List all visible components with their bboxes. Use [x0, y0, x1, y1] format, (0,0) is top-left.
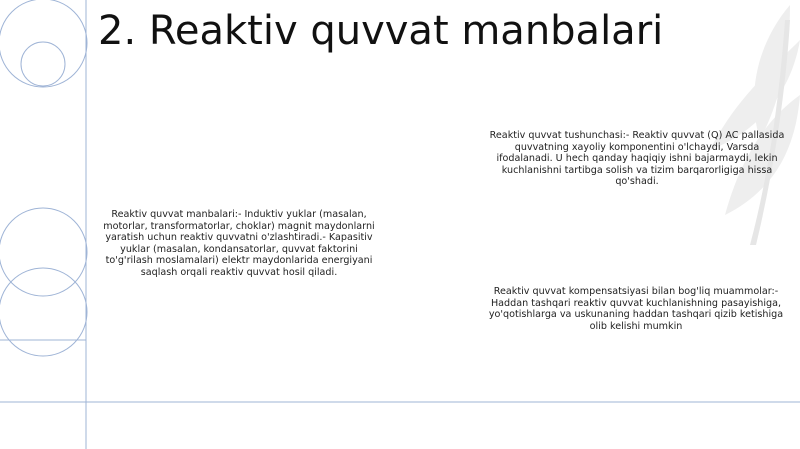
slide-title: 2. Reaktiv quvvat manbalari: [98, 8, 664, 54]
text-block-reactive-power-concept: Reaktiv quvvat tushunchasi:- Reaktiv quvvat (Q) AC pallasida quvvatning xayoliy komponentini o'lchaydi, Varsda ifodalanadi. U hech qanday haqiqiy ishni bajarmaydi, lekin kuchlanishni tartibga solish va tizim barqarorligiga hissa qo'shadi.: [489, 130, 785, 188]
leaf-watermark-icon: [640, 0, 800, 250]
text-block-compensation-problems: Reaktiv quvvat kompensatsiyasi bilan bog'liq muammolar:- Haddan tashqari reaktiv quvvat kuchlanishning pasayishiga, yo'qotishlarga va uskunaning haddan tashqari qizib ketishiga olib kelishi mumkin: [488, 286, 784, 332]
text-block-reactive-power-sources: Reaktiv quvvat manbalari:- Induktiv yuklar (masalan, motorlar, transformatorlar, choklar) magnit maydonlarni yaratish uchun reaktiv quvvatni o'zlashtiradi.- Kapasitiv yuklar (masalan, kondansatorlar, quvvat faktorini to'g'rilash moslamalari) elektr maydonlarida energiyani saqlash orqali reaktiv quvvat hosil qiladi.: [103, 209, 375, 278]
